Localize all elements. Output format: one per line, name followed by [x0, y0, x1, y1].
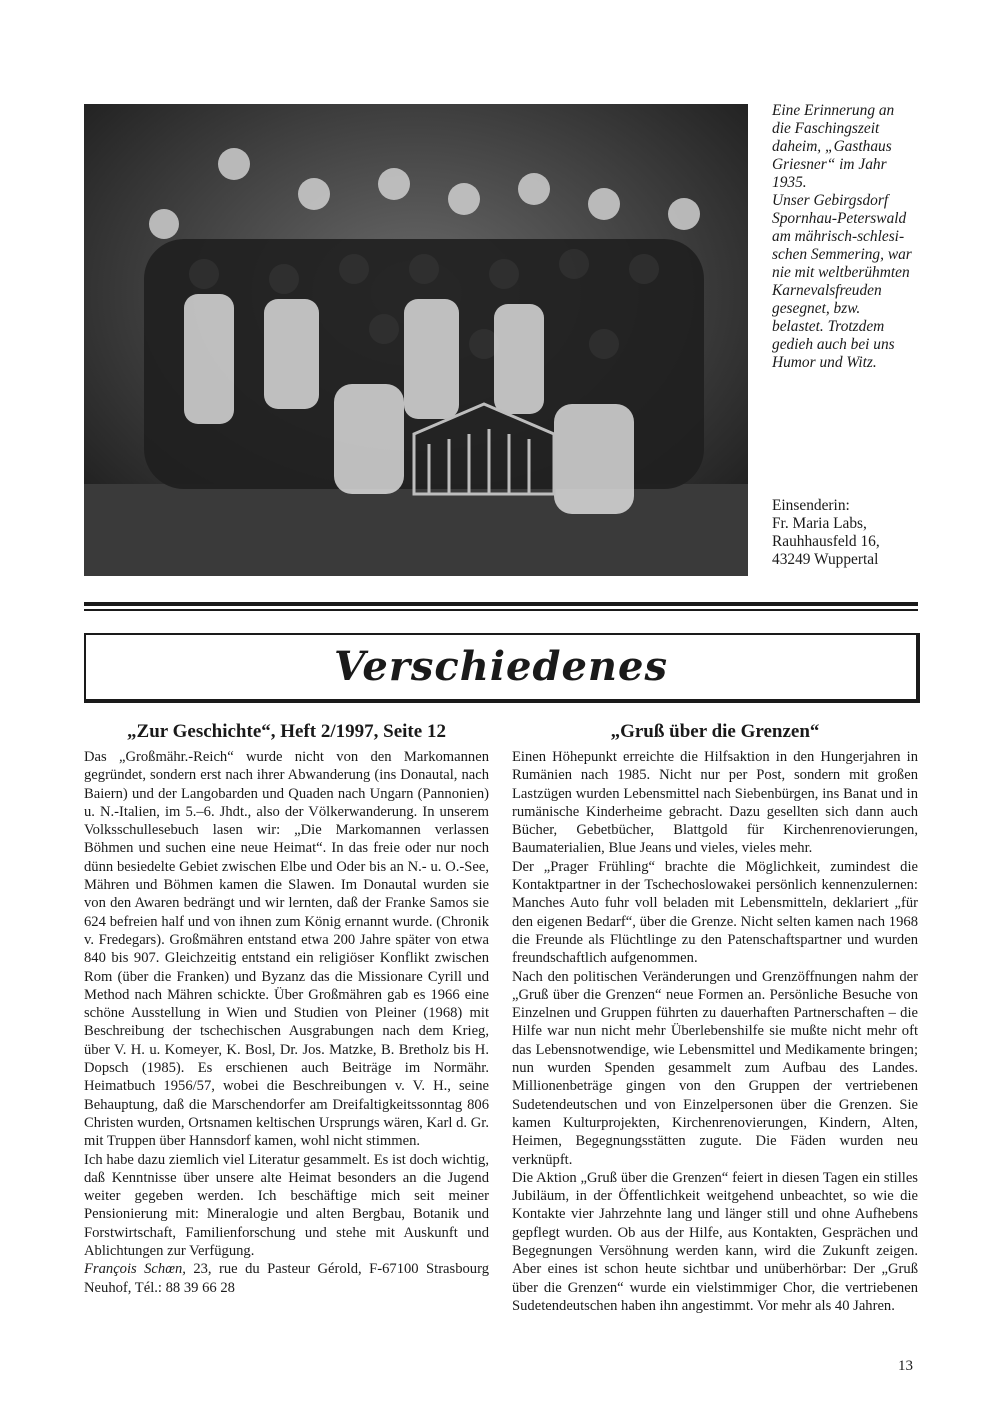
photo-caption — [772, 102, 922, 372]
caption-line: Humor und Witz. — [772, 354, 877, 371]
group-photo-icon — [84, 104, 748, 576]
article-left-signature — [84, 1260, 489, 1297]
article-left — [84, 720, 489, 1297]
group-photo — [84, 104, 748, 576]
caption-line: Karnevalsfreuden — [772, 282, 882, 299]
divider-thick — [84, 602, 918, 606]
sender-street: Rauhhausfeld 16, — [772, 533, 880, 550]
caption-line: schen Semmering, war — [772, 246, 912, 263]
page-number: 13 — [898, 1358, 913, 1374]
caption-line: belastet. Trotzdem — [772, 318, 885, 335]
caption-line: am mährisch-schlesi- — [772, 228, 905, 245]
divider-thin — [84, 609, 918, 611]
caption-line: Unser Gebirgsdorf — [772, 192, 889, 209]
signature-address: 23, rue du Pasteur Gérold, F-67100 Strasbourg Neuhof, Tél.: 88 39 66 28 — [84, 1261, 489, 1296]
sender-city: 43249 Wuppertal — [772, 551, 879, 568]
article-right-paragraph: Einen Höhepunkt erreichte die Hilfsaktion in den Hungerjahren in Rumänien nach 1985. Nicht nur per Post, sondern mit großen Lastzügen wurden Lebensmittel nach Siebenbürgen, ins Banat und in rumänische Kinderheime gebracht. Dazu gesellten sich dann auch Bücher, Gebetbücher, Blattgold für Kirchenrenovierungen, Baumaterialien, Blue Jeans und vieles, vieles mehr. — [512, 749, 918, 857]
caption-line: gesegnet, bzw. — [772, 300, 861, 317]
signature-name: François Schœn, — [84, 1261, 186, 1278]
sender-block — [772, 497, 922, 569]
article-left-paragraph: Ich habe dazu ziemlich viel Literatur gesammelt. Es ist doch wichtig, daß Kenntnisse über unsere alte Heimat besonders an die Jugend weiter gegeben werden. Ich beschäftige mich seit meiner Pensionierung mit: Mineralogie und alten Bergbau, Botanik und Forstwirtschaft, Familienforschung und stehe mit Auskunft und Ablichtungen zur Verfügung. — [84, 1151, 489, 1260]
article-right — [512, 720, 918, 1315]
article-right-heading: „Gruß über die Grenzen“ — [610, 721, 820, 742]
caption-line: gedieh auch bei uns — [772, 336, 895, 353]
caption-line: Spornhau-Peterswald — [772, 210, 907, 227]
sender-name: Fr. Maria Labs, — [772, 515, 867, 532]
caption-line: 1935. — [772, 174, 807, 191]
article-right-paragraph: Die Aktion „Gruß über die Grenzen“ feiert in diesen Tagen ein stilles Jubiläum, in der Öffentlichkeit weitgehend unbeachtet, so wie die Kontakte vier Jahrzehnte lang und länger still und ohne Aufhebens gepflegt wurden. Ob aus der Hilfe, aus Kontakten, Gesprächen und Begegnungen Versöhnung werden kann, wird die Zukunft zeigen. Aber eines ist schon heute sichtbar und unüberhörbar: Der „Gruß über die Grenzen“ wurde ein vielstimmiger Chor, die vertriebenen Sudetendeutschen haben ihn angestimmt. Vor mehr als 40 Jahren. — [512, 1169, 918, 1314]
caption-line: daheim, „Gasthaus — [772, 138, 892, 155]
caption-line: Griesner“ im Jahr — [772, 156, 887, 173]
article-right-paragraph: Der „Prager Frühling“ brachte die Möglichkeit, zumindest die Kontaktpartner in der Tschechoslowakei persönlich kennenzulernen: Manches Auto fuhr voll beladen mit Lebensmitteln, deklariert „für den eigenen Bedarf“, über die Grenze. Nicht selten kamen nach 1968 die Freunde als Flüchtlinge zu den Patenschaftspartner und wurden freundschaftlich aufgenommen. — [512, 858, 918, 967]
section-header-box — [84, 633, 920, 703]
article-right-paragraph: Nach den politischen Veränderungen und Grenzöffnungen nahm der „Gruß über die Grenzen“ neue Formen an. Persönliche Besuche von Einzelnen und Gruppen führten zu dauerhaften Partnerschaften – die Hilfe war nun nicht mehr Überlebenshilfe sie mußte nicht mehr oft das Lebensnotwendige, wie Lebensmittel und Medikamente bringen; nun wurden Spenden gesammelt zum Aufbau des Landes. Millionenbeträge gingen von den Gruppen der vertriebenen Sudetendeutschen und von Einzelpersonen über die Grenzen. Sie kamen Kulturprojekten, Kirchenrenovierungen, Kindern, Alten, Heimen, Begegnungsstätten zugute. Die Fäden wurden neu verknüpft. — [512, 968, 918, 1168]
section-title: Verschiedenes — [334, 643, 668, 690]
article-left-heading: „Zur Geschichte“, Heft 2/1997, Seite 12 — [127, 721, 446, 742]
article-left-paragraph: Das „Großmähr.-Reich“ wurde nicht von den Markomannen gegründet, sondern erst nach ihrer Abwanderung (ins Donautal, nach Baiern) und der Langobarden und Quaden nach Ungarn (Pannonien) u. N.-Italien, im 5.–6. Jhdt., also der Völkerwanderung. In unserem Volksschullesebuch lasen wir: „Die Markomannen verlassen Böhmen und suchen eine neue Heimat“. In das freie oder nur noch dünn besiedelte Gebiet zwischen Elbe und Oder bis an N.- u. O.-See, Mähren und Böhmen kamen die Slawen. Im Donautal wurden sie von den Awaren bedrängt und wir lernten, daß der Franke Samos sie 624 befreien half und von ihnen zum König ernannt wurde. (Chronik v. Fredegars). Großmähren entstand etwa 200 Jahre später von etwa 840 bis 907. Gleichzeitig entstand ein religiöser Konflikt zwischen Rom (über die Franken) und Byzanz das die Missionare Cyrill und Method nach Mähren schickte. Über Großmähren gab es 1966 eine schöne Ausstellung in Wien und Studien von Pleiner (1968) mit Beschreibung der tschechischen Ausgrabungen nach dem Krieg, über V. H. u. Komeyer, K. Bosl, Dr. Jos. Matzke, B. Bretholz bis H. Dopsch (1985). Es erschienen auch Beiträge im Normähr. Heimatbuch 1956/57, wobei die Beschreibungen v. V. H., seine Behauptung, daß die Marschendorfer am Dreifaltigkeitssonntag 806 Christen wurden, Ortsnamen keltischen Ursprungs wären, Karl d. Gr. mit Truppen über Hannsdorf kamen, wohl nicht stimmen. — [84, 749, 489, 1150]
sender-label: Einsenderin: — [772, 497, 850, 514]
caption-line: Eine Erinnerung an — [772, 102, 895, 119]
caption-line: nie mit weltberühmten — [772, 264, 910, 281]
caption-line: die Faschingszeit — [772, 120, 880, 137]
